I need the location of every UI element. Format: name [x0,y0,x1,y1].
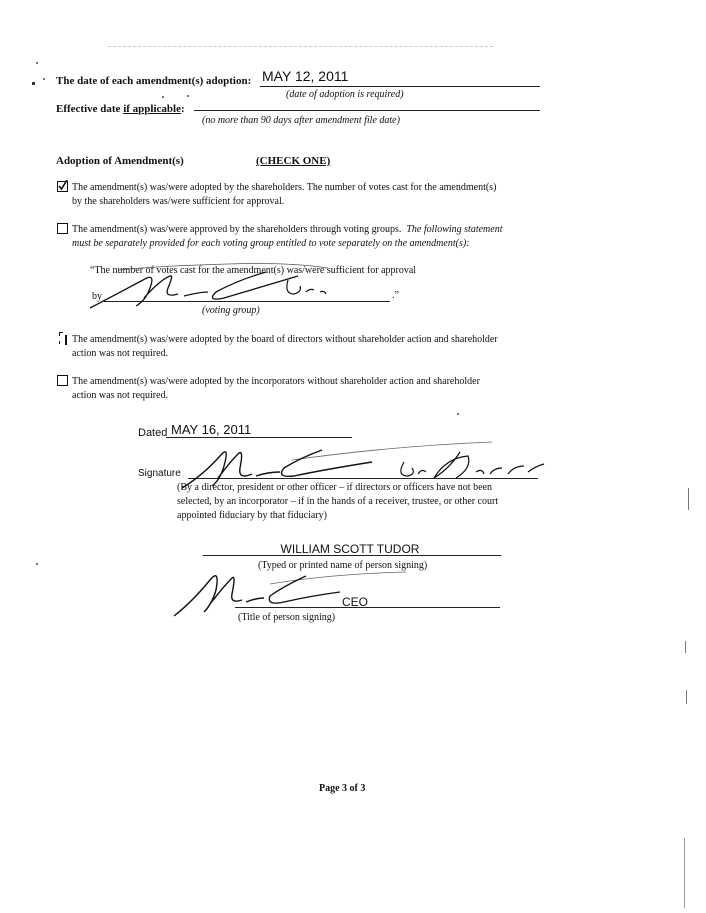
printed-name-line[interactable] [203,555,501,556]
scan-speck [187,95,189,97]
signer-note-line2: selected, by an incorporator – if in the hands of a receiver, trustee, or other court [177,496,499,507]
printed-name-caption: (Typed or printed name of person signing) [258,560,428,571]
option-incorporators-line2: action was not required. [72,390,169,401]
title-line[interactable] [235,607,500,608]
option-voting-groups-line1 [72,223,502,236]
option-shareholders-line1: The amendment(s) was/were adopted by the shareholders. The number of votes cast for the amendment(s) [72,182,497,193]
voting-group-by: by [92,291,102,302]
adoption-date-line [260,86,540,87]
option-voting-groups-italic: The following statement [406,224,503,235]
option-incorporators-line1: The amendment(s) was/were adopted by the incorporators without shareholder action and shareholder [72,376,480,387]
page-number: Page 3 of 3 [319,783,366,794]
title-value[interactable]: CEO [342,595,369,609]
voting-group-signature [88,258,368,318]
adoption-date-value[interactable]: MAY 12, 2011 [262,68,349,84]
scan-edge-mark [686,690,687,704]
adoption-date-note: (date of adoption is required) [286,89,404,100]
scan-artifact-top [108,46,493,47]
dated-label: Dated [138,427,168,439]
voting-group-caption: (voting group) [202,305,260,316]
option-voting-groups-line2: must be separately provided for each voting group entitled to vote separately on the amendment(s): [72,238,470,249]
option-voting-groups-text: The amendment(s) was/were approved by the shareholders through voting groups. [72,224,407,235]
option-shareholders-line2: by the shareholders was/were sufficient for approval. [72,196,285,207]
scan-speck [162,96,164,98]
option-shareholders-checkbox[interactable] [57,181,68,192]
signature-label: Signature [138,468,181,479]
effective-date-note: (no more than 90 days after amendment file date) [202,115,400,126]
scan-edge-mark [684,838,685,908]
scan-speck [36,563,38,565]
effective-date-line[interactable] [194,110,540,111]
effective-date-label-prefix: Effective date [56,103,124,115]
scan-speck [457,413,459,415]
adoption-heading: Adoption of Amendment(s) [56,155,184,167]
signer-note-line1: (By a director, president or other officer – if directors or officers have not been [177,482,492,493]
signer-note-line3: appointed fiduciary by that fiduciary) [177,510,327,521]
scan-speck [36,62,38,64]
scan-edge-mark [688,488,689,510]
title-caption: (Title of person signing) [238,612,336,623]
scan-speck [32,82,35,85]
checkmark-icon [57,180,68,191]
voting-group-close-quote: .” [392,290,399,301]
option-board-line2: action was not required. [72,348,169,359]
effective-date-label-suffix: : [180,103,185,115]
option-incorporators-checkbox[interactable] [57,375,68,386]
voting-group-statement: “The number of votes cast for the amendment(s) was/were sufficient for approval [90,265,417,276]
printed-name-value[interactable]: WILLIAM SCOTT TUDOR [280,542,420,556]
adoption-date-label: The date of each amendment(s) adoption: [56,75,252,87]
scan-speck [43,78,45,80]
option-board-line1: The amendment(s) was/were adopted by the board of directors without shareholder action and shareholder [72,334,498,345]
effective-date-label-underlined: if applicable [123,103,181,115]
effective-date-label [56,102,185,116]
scan-edge-mark [685,641,686,653]
option-board-checkbox[interactable] [57,332,68,345]
dated-value[interactable]: MAY 16, 2011 [171,422,252,437]
check-one-instruction: (CHECK ONE) [256,155,331,167]
option-voting-groups-checkbox[interactable] [57,223,68,234]
